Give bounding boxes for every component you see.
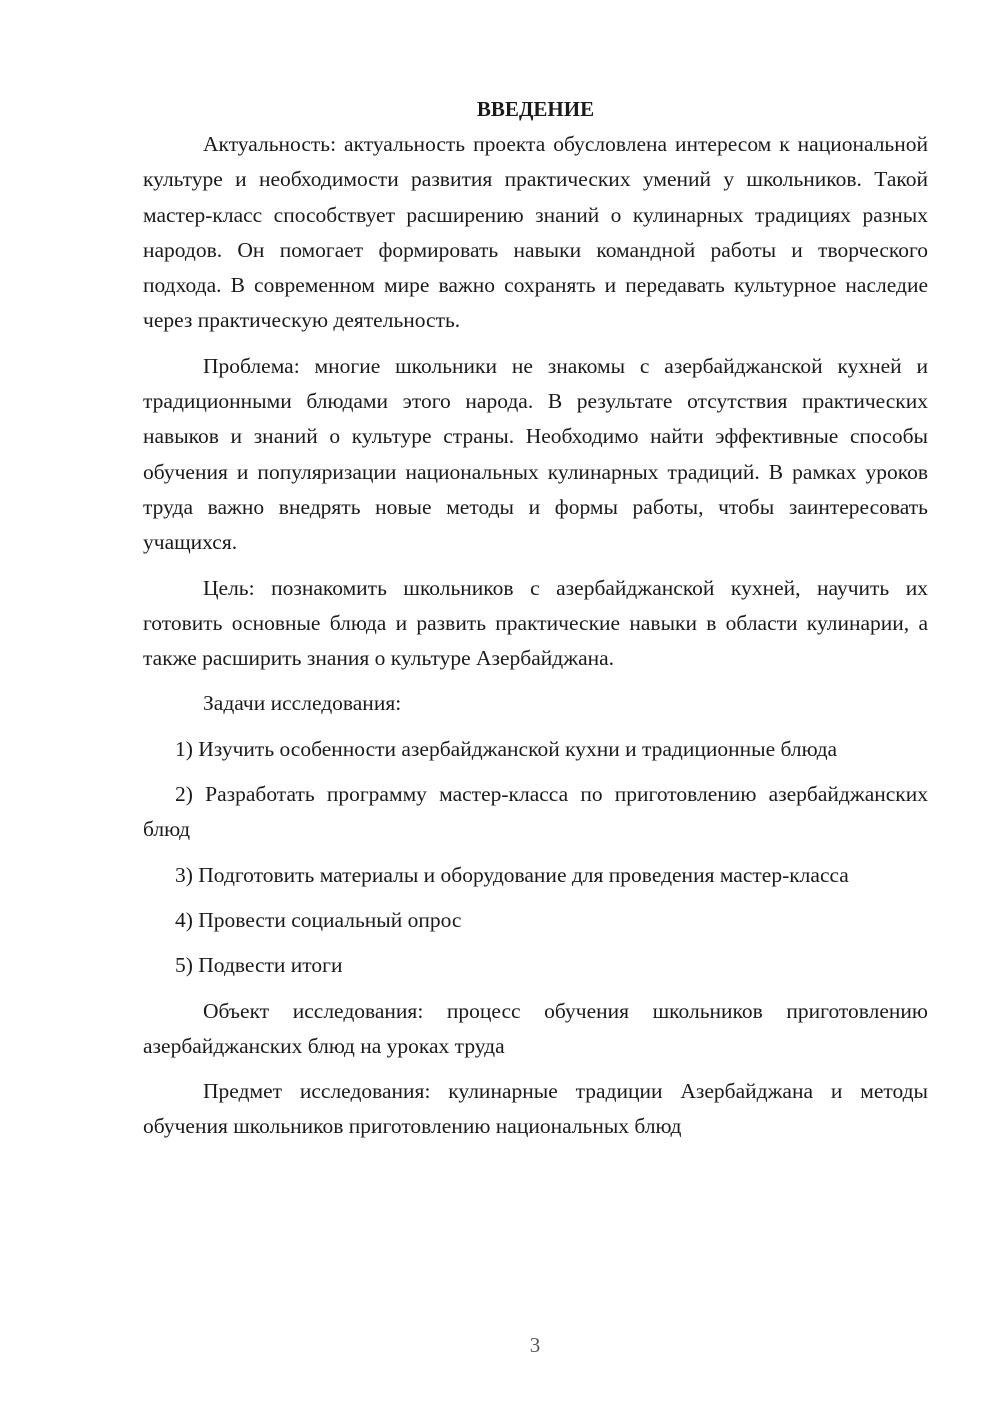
paragraph-subject: Предмет исследования: кулинарные традиции Азербайджана и методы обучения школьников приготовлению национальных блюд <box>143 1079 928 1139</box>
task-item-4: 4) Провести социальный опрос <box>175 907 462 932</box>
paragraph-tasks-heading: Задачи исследования: <box>203 691 402 716</box>
task-item-1: 1) Изучить особенности азербайджанской кухни и традиционные блюда <box>175 736 838 761</box>
section-title: ВВЕДЕНИЕ <box>476 97 595 121</box>
page-number: 3 <box>529 1333 541 1357</box>
document-page <box>143 92 928 1155</box>
paragraph-object: Объект исследования: процесс обучения школьников приготовлению азербайджанских блюд на уроках труда <box>143 998 928 1058</box>
paragraph-problem: Проблема: многие школьники не знакомы с азербайджанской кухней и традиционными блюдами этого народа. В результате отсутствия практических навыков и знаний о культуре страны. Необходимо найти эффективные способы обучения и популяризации национальных кулинарных традиций. В рамках уроков труда важно внедрять новые методы и формы работы, чтобы заинтересовать учащихся. <box>143 353 928 555</box>
task-item-2: 2) Разработать программу мастер-класса по приготовлению азербайджанских блюд <box>143 782 928 842</box>
paragraph-relevance: Актуальность: актуальность проекта обусловлена интересом к национальной культуре и необходимости развития практических умений у школьников. Такой мастер-класс способствует расширению знаний о кулинарных традициях разных народов. Он помогает формировать навыки командной работы и творческого подхода. В современном мире важно сохранять и передавать культурное наследие через практическую деятельность. <box>143 132 928 333</box>
task-item-3: 3) Подготовить материалы и оборудование для проведения мастер-класса <box>175 862 849 887</box>
task-item-5: 5) Подвести итоги <box>175 953 343 978</box>
paragraph-goal: Цель: познакомить школьников с азербайджанской кухней, научить их готовить основные блюда и развить практические навыки в области кулинарии, а также расширить знания о культуре Азербайджана. <box>143 575 928 671</box>
